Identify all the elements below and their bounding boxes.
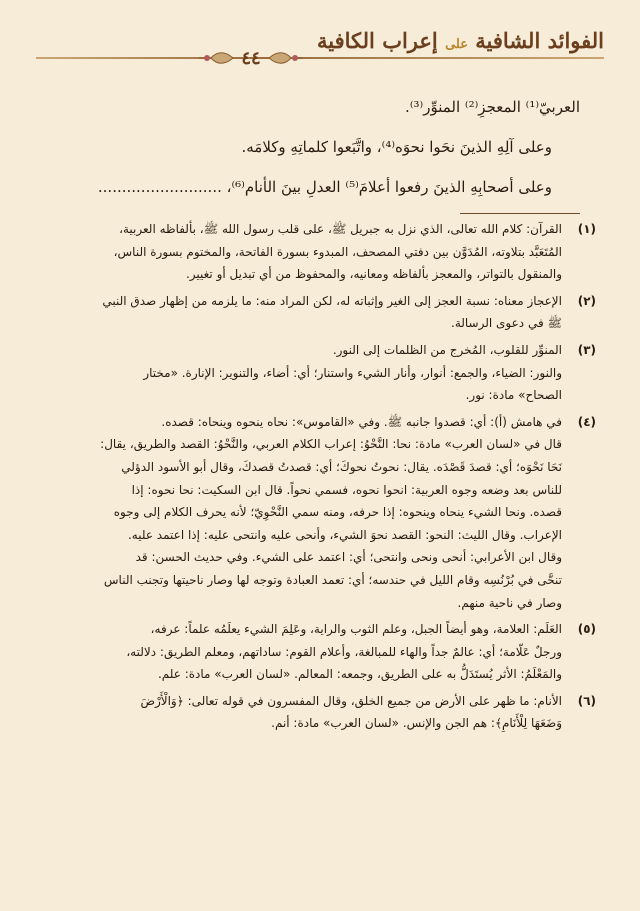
book-title xyxy=(317,28,604,53)
footnote-3 xyxy=(44,339,596,407)
footnote-line: والنور: الضياء، والجمع: أنوار، وأنار الشيء واستنار؛ أي: أضاء، والتنوير: الإنارة. «مختار xyxy=(143,365,562,380)
footnote-divider xyxy=(460,213,580,214)
header-rule xyxy=(36,57,604,59)
page-header xyxy=(36,24,604,68)
footnote-line: والمَعْلَمُ: الأثر يُستَدَلُّ به على الطريق، وجمعه: المعالم. «لسان العرب» مادة: علم. xyxy=(157,667,562,682)
footnote-body xyxy=(44,690,562,735)
footnote-line: وقال ابن الأعرابي: أنحى ونحى وانتحى؛ أي: اعتمد على الشيء. وفي حديث الحسن: قد xyxy=(135,550,562,565)
footnote-1 xyxy=(44,218,596,286)
footnote-body xyxy=(44,411,562,614)
footnote-line: الصحاح» مادة: نور. xyxy=(465,388,562,403)
main-line-2: وعلى آلِهِ الذينَ نحَوا نحوَه⁽⁴⁾، واتَّبَعوا كلماتِهِ وكلامَه. xyxy=(241,138,552,156)
footnotes xyxy=(44,218,596,739)
footnote-number: (٣) xyxy=(577,342,596,357)
footnote-line: المنوِّر للقلوب، المُخرج من الظلمات إلى النور. xyxy=(332,342,562,357)
footnote-line: للناس بعد وضعه وجوه العربية: انحوا نحوه، فسمي نحواً. قال ابن السكيت: نحا نحوه: إذا xyxy=(131,482,562,497)
footnote-line: وصار في ناحية منهم. xyxy=(457,595,562,610)
footnote-line: المُتَعَبَّد بتلاوته، المُدَوَّن بين دفتي المصحف، المبدوء بسورة الفاتحة، والمختوم بسورة الناس، xyxy=(113,244,562,259)
footnote-number: (٤) xyxy=(577,414,596,429)
main-line-3: وعلى أصحابِهِ الذينَ رفعوا أعلامَ⁽⁵⁾ العدلِ بينَ الأنام⁽⁶⁾، .......................... xyxy=(97,178,552,196)
book-title-end: إعراب الكافية xyxy=(317,28,438,53)
footnote-line: ﷺ في دعوى الرسالة. xyxy=(451,316,562,331)
footnote-5 xyxy=(44,618,596,686)
footnote-body xyxy=(44,290,562,335)
ornament-left-icon xyxy=(199,49,233,67)
ornament-right-icon xyxy=(269,49,303,67)
footnote-body xyxy=(44,218,562,286)
page-number-ornament xyxy=(186,44,316,72)
footnote-line: قصده. ونحا الشيء ينحاه وينحوه: إذا حرفه، ومنه سمي النَّحْوِيّ؛ لأنه يحرف الكلام إلى وجوه xyxy=(113,505,562,520)
footnote-line: الإعجاز معناه: نسبة العجز إلى الغير وإثباته له، لكن المراد منه: ما يلزمه من إظهار صدق النبي xyxy=(102,293,562,308)
footnote-2 xyxy=(44,290,596,335)
footnote-body xyxy=(44,618,562,686)
footnote-line: وَضَعَهَا لِلْأَنَامِ﴾: هم الجن والإنس. «لسان العرب» مادة: أنم. xyxy=(271,716,562,731)
footnote-6 xyxy=(44,690,596,735)
footnote-line: في هامش (أ): أي: قصدوا جانبه ﷺ. وفي «القاموس»: نحاه ينحوه وينحاه: قصده. xyxy=(161,414,562,429)
footnote-number: (٢) xyxy=(577,293,596,308)
footnote-line: الإعراب. وقال الليث: النحو: القصد نحوَ الشيء، وأنحى عليه وانتحى عليه: إذا اعتمد عليه. xyxy=(127,527,562,542)
footnote-body xyxy=(44,339,562,407)
book-title-connector: على xyxy=(445,37,468,52)
footnote-line: والمنقول بالتواتر، والمعجز بألفاظه ومعانيه، والمحفوظ من أي تبديل أو تغيير. xyxy=(185,267,562,282)
footnote-line: القرآن: كلام الله تعالى، الذي نزل به جبريل ﷺ، على قلب رسول الله ﷺ، بألفاظه العربية، xyxy=(119,222,562,236)
footnote-line: نَحَا نَحْوَه؛ أي: قصدَ قَصْدَه. يقال: نحوتُ نحوكَ؛ أي: قصدتُ قصدكَ، وقال أبو الأسود الدؤلي xyxy=(121,459,562,474)
footnote-line: الأنام: ما ظهر على الأرض من جميع الخلق، وقال المفسرون في قوله تعالى: ﴿وَالْأَرْضَ xyxy=(140,693,562,708)
footnote-line: العَلَم: العلامة، وهو أيضاً الجبل، وعلم الثوب والراية، وعَلِمَ الشيء يعلَمُه علماً: عرفه، xyxy=(150,622,562,637)
footnote-number: (٦) xyxy=(577,693,596,708)
main-line-1: العربيّ⁽¹⁾ المعجزِ⁽²⁾ المنوِّر⁽³⁾. xyxy=(405,98,580,116)
footnote-number: (٥) xyxy=(577,622,596,637)
footnote-line: ورجلٌ عَلّامة؛ أي: عالمٌ جداً والهاء للمبالغة، وأعلام القوم: ساداتهم، ومعلم الطريق: دلالته، xyxy=(126,644,562,659)
footnote-line: قال في «لسان العرب» مادة: نحا: النَّحْوُ: إعراب الكلام العربي، والنَّحْوُ: القصد والطريق، يقال: xyxy=(100,437,562,452)
book-title-start: الفوائد الشافية xyxy=(475,28,604,53)
footnote-line: تنحَّى في بُرْنُسِه وقام الليل في حندسه؛ أي: تعمد العبادة وتوجه لها وصار ناحيتها وتجنب الناس xyxy=(103,572,562,587)
footnote-4 xyxy=(44,411,596,614)
main-text xyxy=(60,92,580,212)
footnote-number: (١) xyxy=(577,222,596,236)
page-number: ٤٤ xyxy=(241,47,261,69)
